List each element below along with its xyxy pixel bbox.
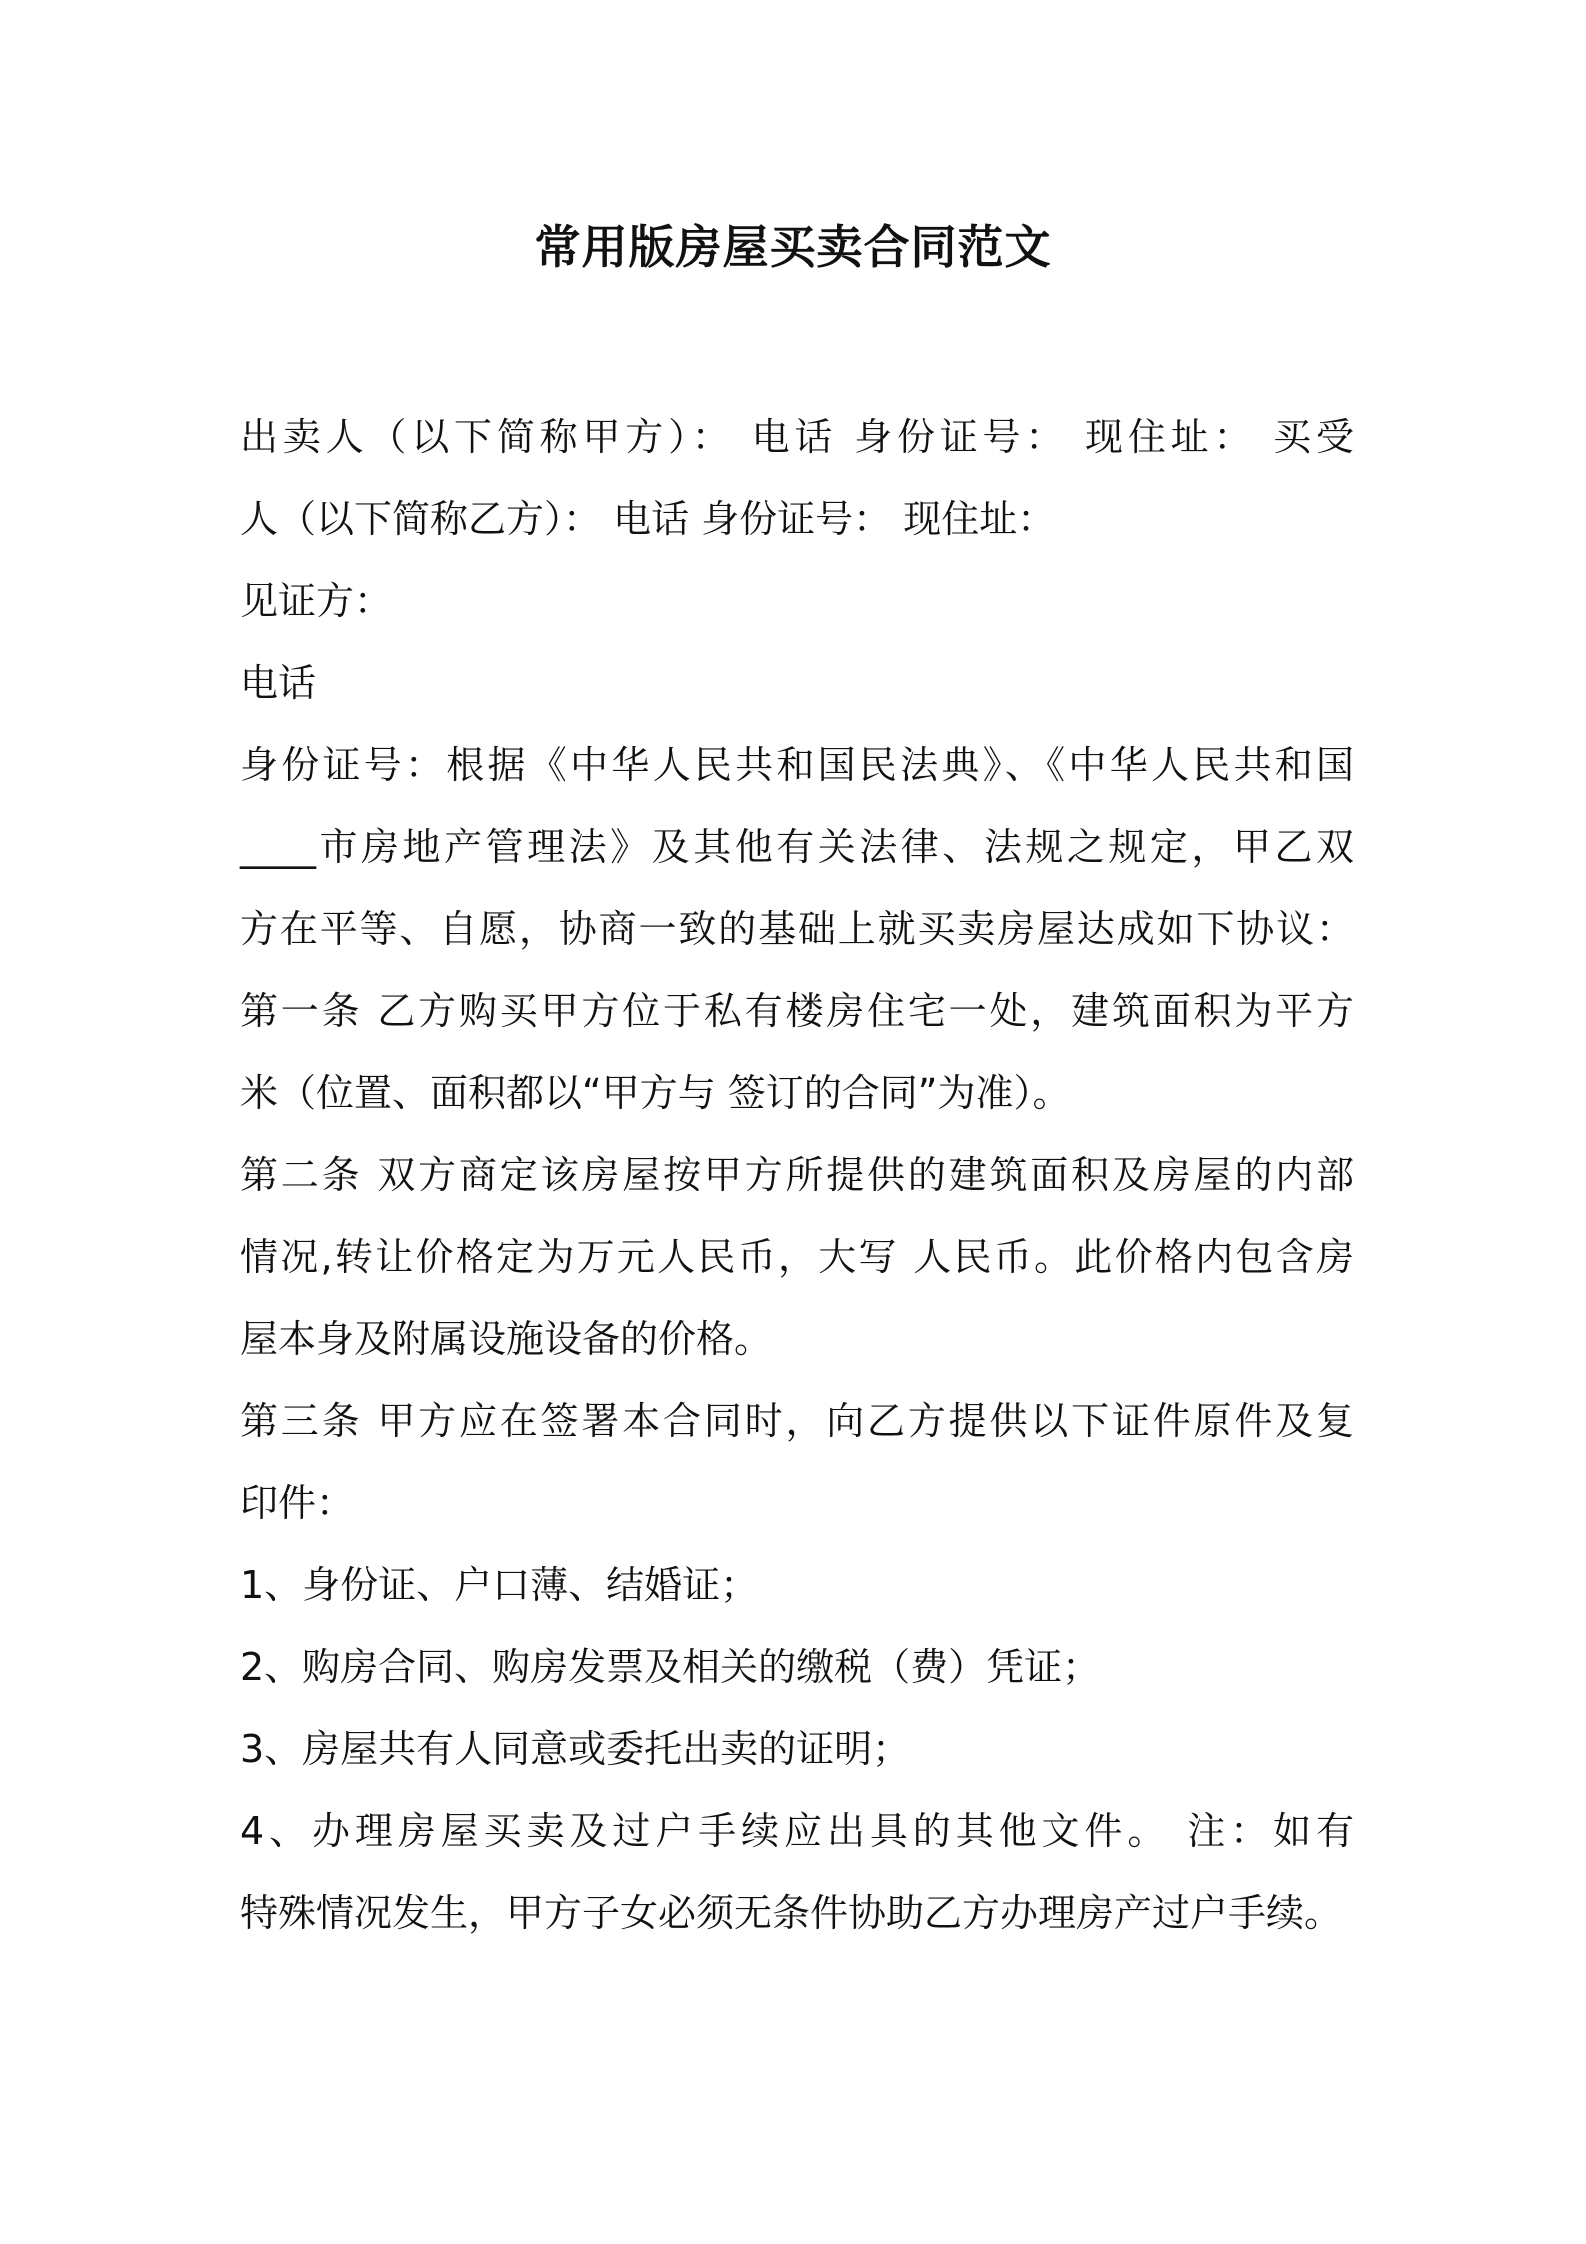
paragraph-line: 情况,转让价格定为万元人民币，大写 人民币。此价格内包含房 (240, 1235, 1354, 1279)
paragraph-line: 身份证号：根据《中华人民共和国民法典》、《中华人民共和国 (240, 743, 1354, 787)
paragraph-line: 第三条 甲方应在签署本合同时，向乙方提供以下证件原件及复 (240, 1399, 1354, 1443)
paragraph-line: ____市房地产管理法》及其他有关法律、法规之规定，甲乙双 (240, 825, 1354, 869)
list-item: 3、房屋共有人同意或委托出卖的证明； (240, 1727, 911, 1771)
paragraph-line: 第一条 乙方购买甲方位于私有楼房住宅一处，建筑面积为平方 (240, 989, 1354, 1033)
paragraph-line: 见证方： (240, 579, 393, 623)
paragraph-line: 电话 (240, 661, 317, 705)
paragraph-line: 第二条 双方商定该房屋按甲方所提供的建筑面积及房屋的内部 (240, 1153, 1354, 1197)
paragraph-line: 人（以下简称乙方）： 电话 身份证号： 现住址： (240, 497, 1056, 541)
paragraph-line: 出卖人（以下简称甲方）： 电话 身份证号： 现住址： 买受 (240, 415, 1354, 459)
list-item: 4、办理房屋买卖及过户手续应出具的其他文件。 注：如有 (240, 1809, 1354, 1853)
paragraph-line: 印件： (240, 1481, 355, 1525)
document-title: 常用版房屋买卖合同范文 (534, 220, 1052, 274)
paragraph-line: 方在平等、自愿，协商一致的基础上就买卖房屋达成如下协议： (240, 907, 1354, 951)
paragraph-line: 特殊情况发生，甲方子女必须无条件协助乙方办理房产过户手续。 (240, 1891, 1343, 1935)
list-item: 2、购房合同、购房发票及相关的缴税（费）凭证； (240, 1645, 1101, 1689)
paragraph-line: 屋本身及附属设施设备的价格。 (240, 1317, 773, 1361)
paragraph-line: 米（位置、面积都以“甲方与 签订的合同”为准）。 (240, 1071, 1071, 1115)
list-item: 1、身份证、户口薄、结婚证； (240, 1563, 759, 1607)
